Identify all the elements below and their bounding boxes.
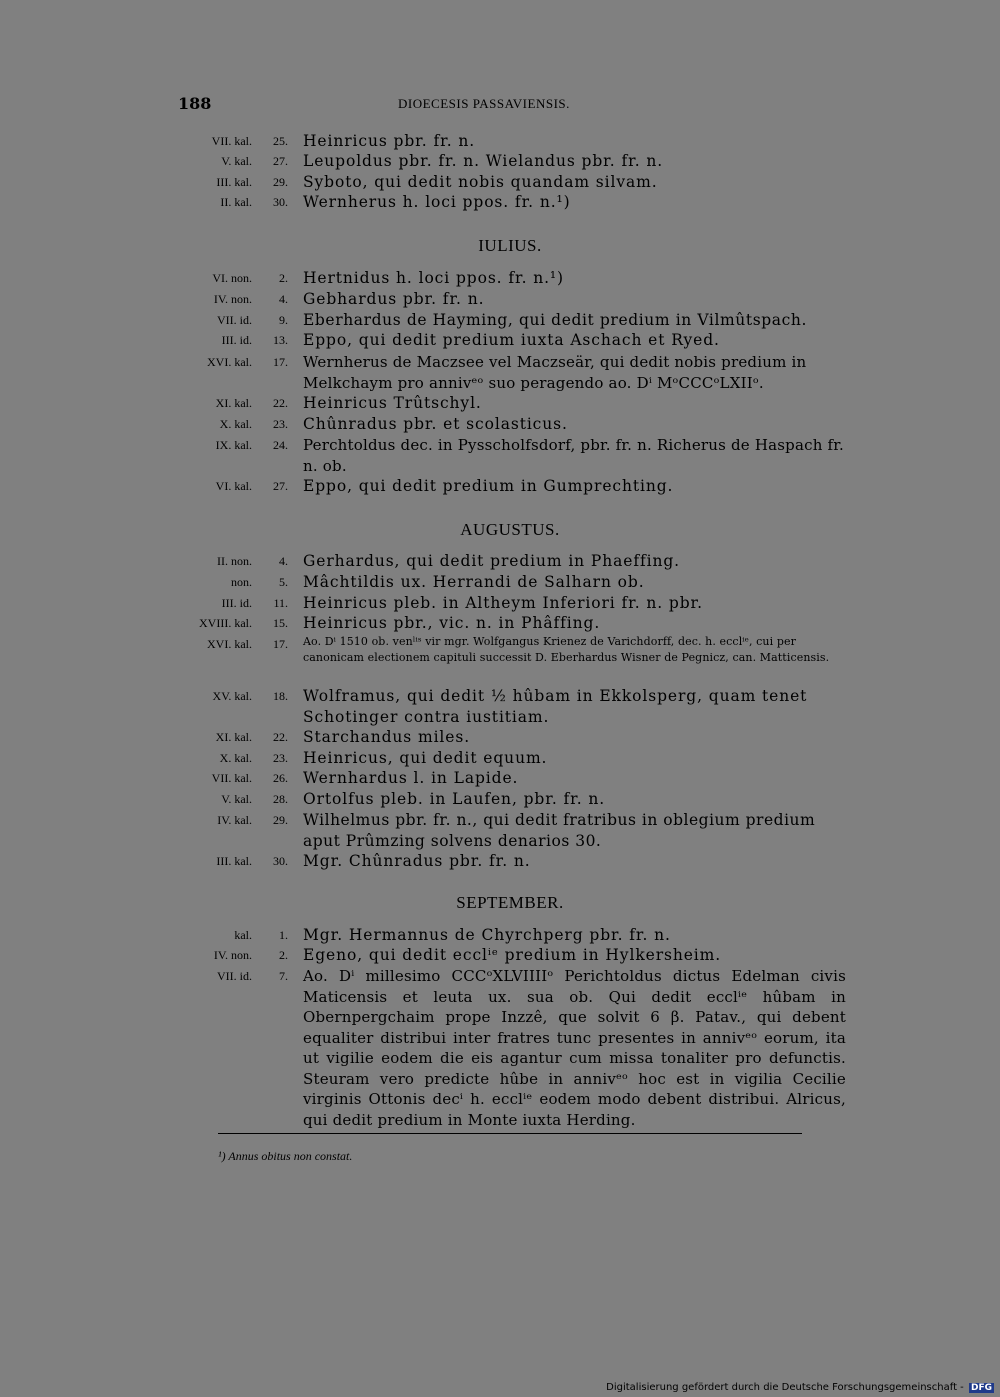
entry-date: X. kal. <box>219 417 252 431</box>
entry-date: VII. id. <box>217 969 252 983</box>
entry-text: Perchtoldus dec. in Pysscholfsdorf, pbr. fr. n. Richerus de Haspach fr. n. ob. <box>303 436 844 475</box>
necrology-entry <box>150 289 846 310</box>
entry-text: Heinricus, qui dedit equum. <box>303 749 548 767</box>
entry-date: XVIII. kal. <box>199 616 252 630</box>
entry-text: Starchandus miles. <box>303 728 471 746</box>
entry-date: kal. <box>234 928 252 942</box>
entry-day: 2. <box>279 948 288 962</box>
entry-day: 2. <box>279 271 288 285</box>
entry-text: Heinricus pbr. fr. n. <box>303 132 476 150</box>
necrology-entry <box>150 172 846 193</box>
entry-date: VI. kal. <box>215 479 252 493</box>
entry-date: VII. kal. <box>211 771 252 785</box>
entry-text: Chûnradus pbr. et scolasticus. <box>303 415 568 433</box>
necrology-entry <box>150 131 846 152</box>
entry-date: XV. kal. <box>212 689 252 703</box>
entry-day: 23. <box>273 751 288 765</box>
necrology-entry <box>150 435 846 476</box>
entry-text: Ao. Dⁱ 1510 ob. venˡⁱˢ vir mgr. Wolfgangus Krienez de Varichdorff, dec. h. ecclⁱᵉ, cui per canonicam electionem capituli successit D. Eberhardus Wisner de Pegnicz, can. Matticensis. <box>303 635 830 664</box>
entry-day: 5. <box>279 575 288 589</box>
entry-date: III. kal. <box>216 854 252 868</box>
credit-text: Digitalisierung gefördert durch die Deutsche Forschungsgemeinschaft - <box>606 1382 964 1393</box>
digitization-credit <box>606 1382 994 1393</box>
necrology-entry <box>150 352 846 393</box>
necrology-entry <box>150 414 846 435</box>
entry-day: 27. <box>273 154 288 168</box>
entry-day: 28. <box>273 792 288 806</box>
necrology-entry <box>150 851 846 872</box>
entry-date: III. id. <box>221 596 252 610</box>
footnote: ¹) Annus obitus non constat. <box>218 1149 353 1163</box>
necrology-entry <box>150 151 846 172</box>
entry-text: Mgr. Hermannus de Chyrchperg pbr. fr. n. <box>303 926 671 944</box>
footnote-rule <box>218 1133 802 1134</box>
entry-day: 18. <box>273 689 288 703</box>
entry-date: XI. kal. <box>215 396 252 410</box>
entry-day: 25. <box>273 134 288 148</box>
necrology-entry <box>150 748 846 769</box>
month-heading: AUGUSTUS. <box>460 520 560 539</box>
entry-text: Eppo, qui dedit predium iuxta Aschach et Ryed. <box>303 331 720 349</box>
running-title: DIOECESIS PASSAVIENSIS. <box>398 96 570 111</box>
entry-date: VII. id. <box>217 313 252 327</box>
entry-date: XI. kal. <box>215 730 252 744</box>
entry-date: XVI. kal. <box>207 355 252 369</box>
entry-text: Wilhelmus pbr. fr. n., qui dedit fratribus in oblegium predium aput Prûmzing solvens denarios 30. <box>303 811 816 850</box>
necrology-entry <box>150 966 846 1130</box>
entry-date: non. <box>231 575 252 589</box>
necrology-entry <box>150 268 846 289</box>
entry-day: 27. <box>273 479 288 493</box>
entry-text: Hertnidus h. loci ppos. fr. n.¹) <box>303 269 564 287</box>
entry-text: Mgr. Chûnradus pbr. fr. n. <box>303 852 531 870</box>
entry-text: Heinricus pleb. in Altheym Inferiori fr. n. pbr. <box>303 594 703 612</box>
page-header <box>178 94 846 116</box>
entry-text: Heinricus pbr., vic. n. in Phâffing. <box>303 614 601 632</box>
necrology-entry <box>150 810 846 851</box>
entry-day: 29. <box>273 175 288 189</box>
entry-date: III. id. <box>221 333 252 347</box>
entry-text: Egeno, qui dedit ecclⁱᵉ predium in Hylkersheim. <box>303 946 722 964</box>
entry-date: V. kal. <box>221 154 252 168</box>
entry-date: V. kal. <box>221 792 252 806</box>
entry-text: Gerhardus, qui dedit predium in Phaeffing. <box>303 552 680 570</box>
entry-date: III. kal. <box>216 175 252 189</box>
necrology-entry <box>150 686 846 727</box>
entry-day: 15. <box>273 616 288 630</box>
entry-day: 1. <box>279 928 288 942</box>
entry-date: IV. non. <box>213 948 252 962</box>
necrology-entry <box>150 789 846 810</box>
entry-day: 26. <box>273 771 288 785</box>
month-heading: SEPTEMBER. <box>456 893 564 912</box>
entry-day: 23. <box>273 417 288 431</box>
necrology-entry <box>150 330 846 351</box>
entry-text: Ortolfus pleb. in Laufen, pbr. fr. n. <box>303 790 606 808</box>
necrology-entry <box>150 310 846 331</box>
entry-date: VII. kal. <box>211 134 252 148</box>
entry-date: IX. kal. <box>215 438 252 452</box>
necrology-entry <box>150 634 846 666</box>
entry-text: Heinricus Trûtschyl. <box>303 394 482 412</box>
dfg-logo: DFG <box>970 1383 992 1393</box>
entry-day: 22. <box>273 396 288 410</box>
entry-date: VI. non. <box>212 271 252 285</box>
necrology-entry <box>150 476 846 497</box>
entry-day: 17. <box>273 355 288 369</box>
entry-date: XVI. kal. <box>207 637 252 651</box>
necrology-entry <box>150 551 846 572</box>
entry-day: 29. <box>273 813 288 827</box>
entry-text: Mâchtildis ux. Herrandi de Salharn ob. <box>303 573 645 591</box>
entry-day: 9. <box>279 313 288 327</box>
necrology-entry <box>150 192 846 213</box>
entry-text: Gebhardus pbr. fr. n. <box>303 290 485 308</box>
necrology-entry <box>150 572 846 593</box>
entry-text: Wernherus de Maczsee vel Maczseär, qui dedit nobis predium in Melkchaym pro annivᵉᵒ suo peragendo ao. Dⁱ MᵒCCCᵒLXIIᵒ. <box>303 353 807 392</box>
entry-day: 30. <box>273 195 288 209</box>
entry-text: Wolframus, qui dedit ½ hûbam in Ekkolsperg, quam tenet Schotinger contra iustitiam. <box>303 687 808 726</box>
entry-date: II. kal. <box>220 195 252 209</box>
entry-day: 11. <box>273 596 288 610</box>
necrology-entry <box>150 768 846 789</box>
entry-day: 30. <box>273 854 288 868</box>
page-number: 188 <box>178 94 212 113</box>
entry-text: Eberhardus de Hayming, qui dedit predium in Vilmûtspach. <box>303 311 808 329</box>
entry-text: Ao. Dⁱ millesimo CCCᵒXLVIIIIᵒ Perichtoldus dictus Edelman civis Maticensis et leuta ux. sua ob. Qui dedit ecclⁱᵉ hûbam in Obernpergchaim prope Inzzê, que solvit 6 β. Patav., qui debent equaliter distribui inter fratres tunc presentes in annivᵉᵒ eorum, ita ut vigilie eodem die eis agantur cum missa tonaliter pro defunctis. Steuram vero predicte hûbe in annivᵉᵒ hoc est in vigilia Cecilie virginis Ottonis decⁱ h. ecclⁱᵉ eodem modo debent distribui. Alricus, qui dedit predium in Monte iuxta Herding. <box>303 967 846 1129</box>
necrology-entry <box>150 593 846 614</box>
necrology-entry <box>150 925 846 946</box>
entry-date: X. kal. <box>219 751 252 765</box>
entry-text: Syboto, qui dedit nobis quandam silvam. <box>303 173 658 191</box>
month-heading: IULIUS. <box>478 236 542 255</box>
entry-date: II. non. <box>217 554 252 568</box>
entry-text: Eppo, qui dedit predium in Gumprechting. <box>303 477 674 495</box>
entry-day: 13. <box>273 333 288 347</box>
entry-day: 4. <box>279 554 288 568</box>
necrology-entry <box>150 945 846 966</box>
entry-text: Wernherus h. loci ppos. fr. n.¹) <box>303 193 571 211</box>
necrology-entry <box>150 727 846 748</box>
entry-day: 4. <box>279 292 288 306</box>
entry-day: 17. <box>273 637 288 651</box>
entry-date: IV. kal. <box>217 813 252 827</box>
necrology-entry <box>150 613 846 634</box>
entry-day: 22. <box>273 730 288 744</box>
entry-day: 24. <box>273 438 288 452</box>
entry-text: Leupoldus pbr. fr. n. Wielandus pbr. fr. n. <box>303 152 664 170</box>
necrology-entry <box>150 393 846 414</box>
entry-text: Wernhardus l. in Lapide. <box>303 769 519 787</box>
entry-date: IV. non. <box>213 292 252 306</box>
entry-day: 7. <box>279 969 288 983</box>
